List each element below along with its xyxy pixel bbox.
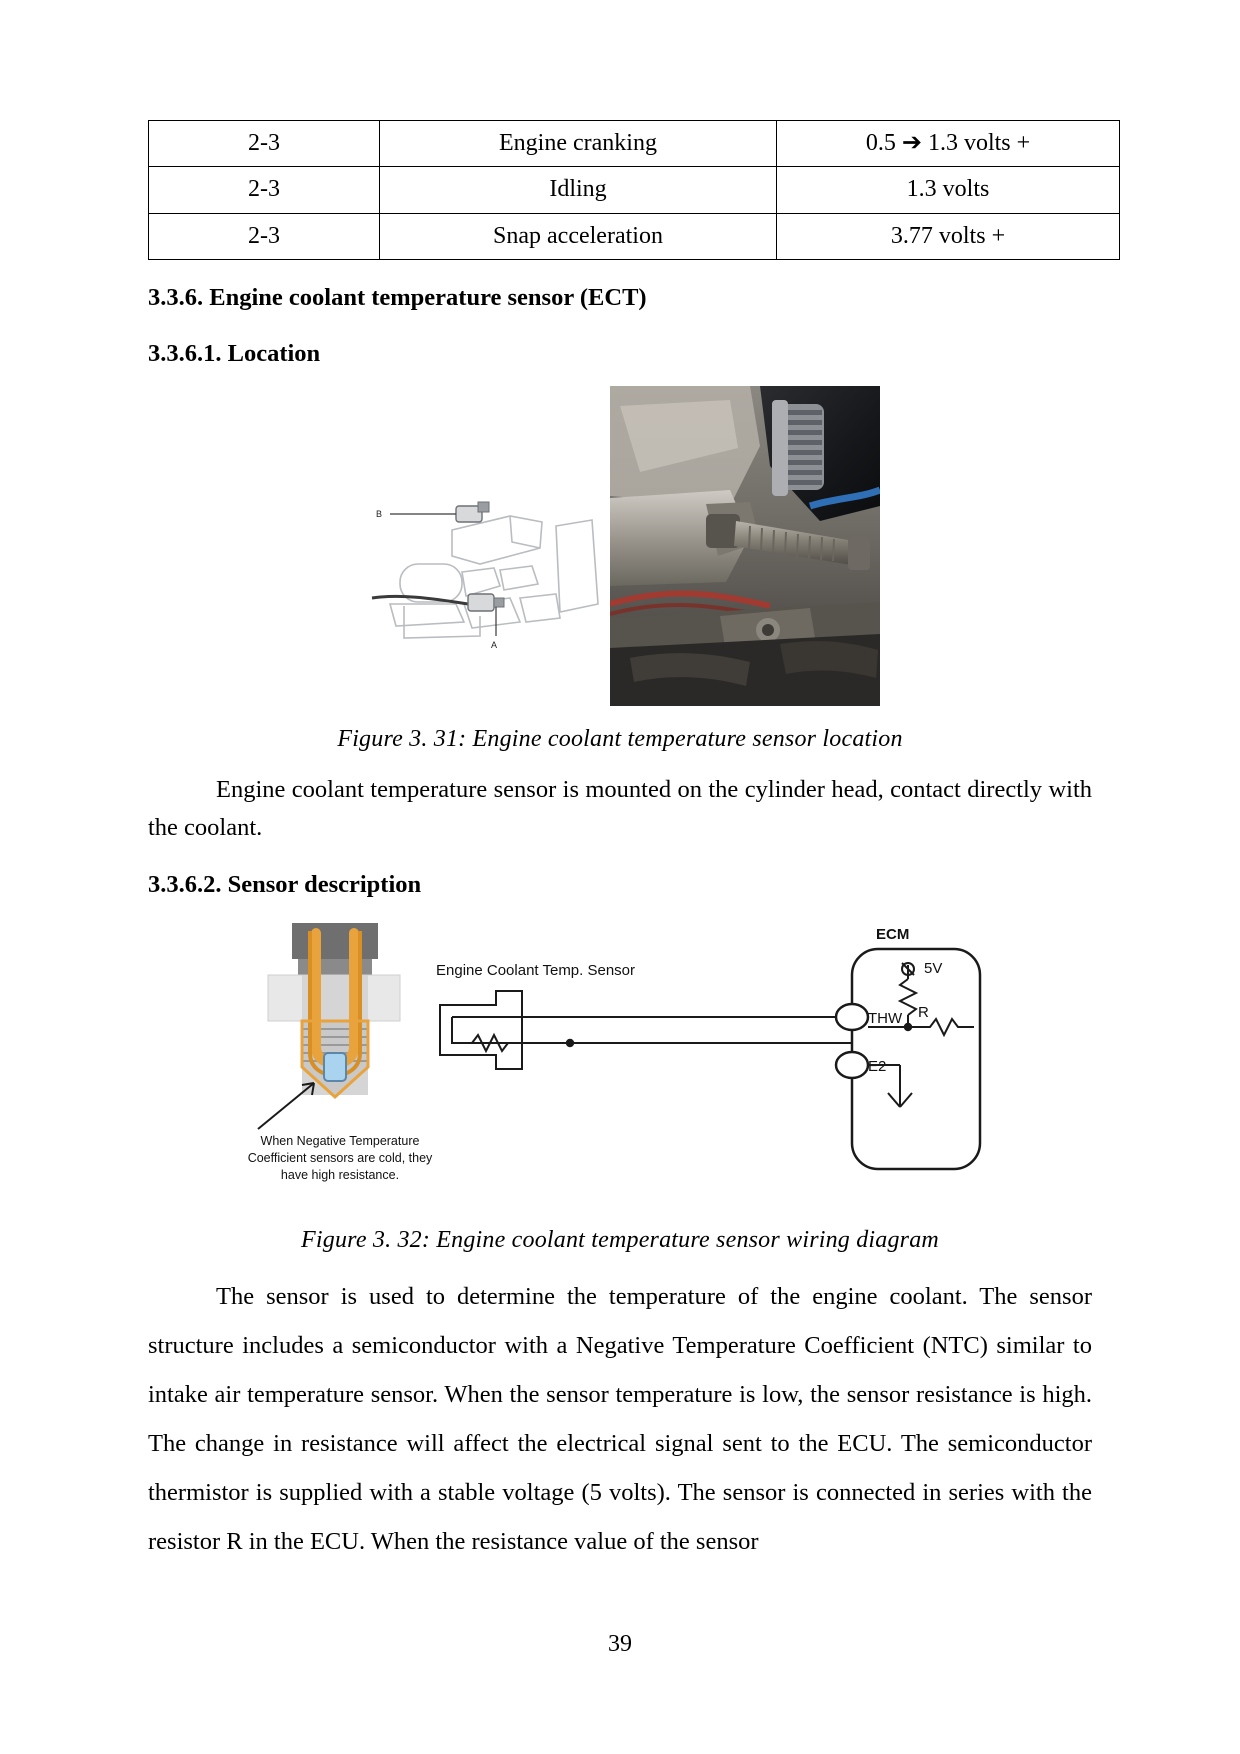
table-cell-value: 3.77 volts +	[777, 213, 1120, 259]
table-cell-value: 0.5 ➔ 1.3 volts +	[777, 121, 1120, 167]
ecm-label: ECM	[876, 925, 910, 943]
engine-line-drawing	[360, 486, 630, 666]
voltage-table	[148, 120, 1120, 260]
figure-3-31-caption: Figure 3. 31: Engine coolant temperature sensor location	[337, 725, 903, 752]
ntc-note-text: When Negative Temperature Coefficient sensors are cold, they have high resistance.	[247, 1133, 433, 1182]
table-cell-condition: Idling	[380, 167, 777, 213]
table-cell-pins: 2-3	[149, 213, 380, 259]
sensor-cutaway-illustration	[258, 923, 400, 1129]
engine-bay-photo	[610, 386, 880, 706]
heading-sensor-description: 3.3.6.2. Sensor description	[148, 870, 422, 898]
figure-3-32-caption: Figure 3. 32: Engine coolant temperature sensor wiring diagram	[301, 1226, 939, 1253]
sensor-label: Engine Coolant Temp. Sensor	[436, 961, 636, 979]
figure-3-31-image	[360, 386, 880, 706]
thw-label: THW	[868, 1009, 903, 1027]
svg-text:A: A	[491, 639, 498, 650]
table-row	[149, 213, 1120, 259]
heading-location: 3.3.6.1. Location	[148, 340, 321, 368]
page-number: 39	[608, 1631, 632, 1657]
table-cell-pins: 2-3	[149, 167, 380, 213]
svg-text:B: B	[376, 508, 383, 519]
table-cell-condition: Snap acceleration	[380, 213, 777, 259]
table-row	[149, 167, 1120, 213]
ect-wiring-diagram	[240, 917, 1000, 1207]
sensor-b-callout	[376, 502, 489, 522]
heading-section-336: 3.3.6. Engine coolant temperature sensor (ECT)	[148, 284, 647, 312]
location-paragraph: Engine coolant temperature sensor is mounted on the cylinder head, contact directly with the coolant.	[148, 775, 1092, 841]
figure-3-31	[148, 386, 1092, 753]
table-row	[149, 121, 1120, 167]
figure-3-32	[148, 917, 1092, 1254]
resistor-label: R	[918, 1003, 929, 1021]
figure-3-32-image	[240, 917, 1000, 1207]
e2-label: E2	[868, 1057, 887, 1075]
five-volt-label: 5V	[924, 959, 943, 977]
table-cell-value: 1.3 volts	[777, 167, 1120, 213]
table-cell-condition: Engine cranking	[380, 121, 777, 167]
sensor-description-paragraph: The sensor is used to determine the temperature of the engine coolant. The sensor structure includes a semiconductor with a Negative Temperature Coefficient (NTC) similar to intake air temperature sensor. When the sensor temperature is low, the sensor resistance is high. The change in resistance will affect the electrical signal sent to the ECU. The semiconductor thermistor is supplied with a stable voltage (5 volts). The sensor is connected in series with the resistor R in the ECU. When the resistance value of the sensor	[148, 1282, 1092, 1555]
table-cell-pins: 2-3	[149, 121, 380, 167]
